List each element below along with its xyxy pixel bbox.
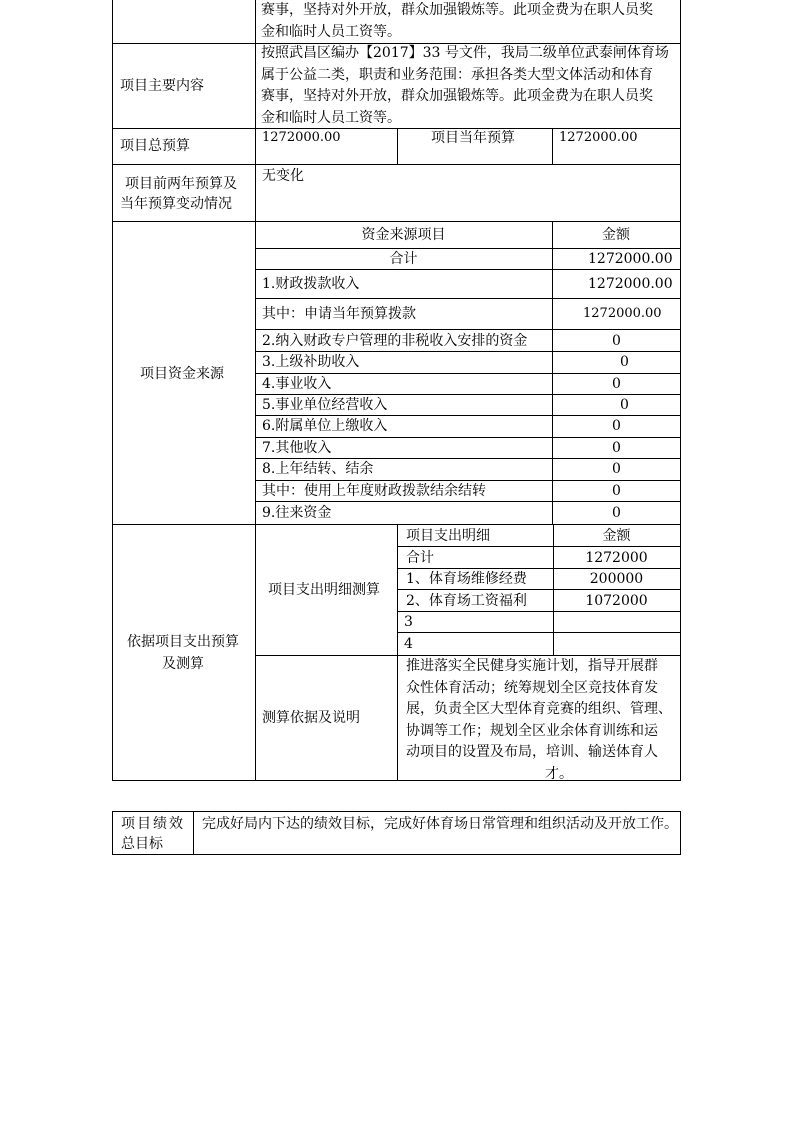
funding-row-amount: 1272000.00 xyxy=(588,251,673,267)
text-line: 协调等工作；规划全区业余体育训练和运 xyxy=(406,722,658,739)
basis-continuation-text xyxy=(261,0,677,43)
expenditure-label-line1: 依据项目支出预算 xyxy=(127,634,239,650)
funding-row-item: 9.往来资金 xyxy=(262,505,332,521)
funding-row-item: 4.事业收入 xyxy=(262,376,332,392)
text-line: 动项目的设置及布局，培训、输送体育人 xyxy=(406,744,658,760)
funding-row-amount: 0 xyxy=(612,483,621,499)
funding-label: 项目资金来源 xyxy=(140,366,224,382)
basis-text xyxy=(406,656,677,785)
expenditure-detail-label: 项目支出明细测算 xyxy=(268,582,380,598)
basis-label: 测算依据及说明 xyxy=(262,710,360,726)
performance-label-line2: 总目标 xyxy=(121,836,163,852)
funding-header-amount: 金额 xyxy=(602,227,630,243)
total-budget-value: 1272000.00 xyxy=(262,130,341,145)
funding-row-amount: 0 xyxy=(612,333,621,349)
funding-row-item: 5.事业单位经营收入 xyxy=(262,397,388,413)
expenditure-header-amount: 金额 xyxy=(602,528,631,544)
funding-row-amount: 0 xyxy=(612,440,621,456)
funding-row-item: 6.附属单位上缴收入 xyxy=(262,418,388,434)
total-budget-label: 项目总预算 xyxy=(120,138,190,154)
funding-row-item: 7.其他收入 xyxy=(262,440,332,456)
funding-row-item: 3.上级补助收入 xyxy=(262,354,360,370)
funding-row-item: 其中：使用上年度财政拨款结余结转 xyxy=(262,483,486,499)
current-budget-label: 项目当年预算 xyxy=(431,130,515,146)
main-content-label: 项目主要内容 xyxy=(120,78,204,94)
funding-row-amount: 0 xyxy=(620,354,629,370)
funding-row-item: 其中：申请当年预算拨款 xyxy=(262,306,416,322)
text-line: 展，负责全区大型体育竞赛的组织、管理、 xyxy=(406,701,672,717)
performance-value: 完成好局内下达的绩效目标，完成好体育场日常管理和组织活动及开放工作。 xyxy=(202,816,678,832)
funding-row-item: 1.财政拨款收入 xyxy=(262,276,360,292)
current-budget-value: 1272000.00 xyxy=(559,130,638,145)
text-line: 才。 xyxy=(545,765,573,782)
text-line: 推进落实全民健身实施计划，指导开展群 xyxy=(406,658,658,674)
funding-row-amount: 0 xyxy=(612,461,621,477)
expenditure-row-item: 3 xyxy=(404,614,413,630)
text-line: 属于公益二类，职责和业务范围：承担各类大型文体活动和体育 xyxy=(261,66,653,83)
expenditure-row-item: 合计 xyxy=(406,550,434,566)
text-line: 众性体育活动；统筹规划全区竞技体育发 xyxy=(406,679,658,696)
text-line: 金和临时人员工资等。 xyxy=(261,23,401,40)
text-line: 金和临时人员工资等。 xyxy=(261,109,401,126)
expenditure-row-item: 1、体育场维修经费 xyxy=(406,571,527,587)
funding-row-amount: 0 xyxy=(612,418,621,434)
funding-row-item: 8.上年结转、结余 xyxy=(262,461,374,477)
expenditure-header-item: 项目支出明细 xyxy=(406,528,490,544)
expenditure-row-amount: 1272000 xyxy=(585,550,648,566)
expenditure-row-item: 4 xyxy=(404,636,413,652)
funding-row-item: 2.纳入财政专户管理的非税收入安排的资金 xyxy=(262,333,528,349)
funding-row-item: 合计 xyxy=(389,251,418,267)
expenditure-row-amount: 200000 xyxy=(589,571,644,587)
expenditure-row-amount: 1072000 xyxy=(585,593,648,609)
text-line: 赛事，坚持对外开放，群众加强锻炼等。此项金费为在职人员奖 xyxy=(261,88,653,104)
main-content-text xyxy=(261,43,677,129)
performance-label-line1: 项目绩效 xyxy=(121,816,185,832)
funding-row-amount: 0 xyxy=(612,376,621,392)
funding-row-amount: 1272000.00 xyxy=(583,306,662,321)
funding-row-amount: 0 xyxy=(612,505,621,521)
text-line: 赛事，坚持对外开放，群众加强锻炼等。此项金费为在职人员奖 xyxy=(261,2,653,18)
change-label-line1: 项目前两年预算及 xyxy=(125,176,237,192)
funding-header-item: 资金来源项目 xyxy=(361,227,446,243)
change-value: 无变化 xyxy=(262,168,304,184)
funding-row-amount: 1272000.00 xyxy=(588,276,673,292)
change-label-line2: 当年预算变动情况 xyxy=(120,196,232,212)
expenditure-row-item: 2、体育场工资福利 xyxy=(406,593,527,609)
text-line: 按照武昌区编办【2017】33 号文件，我局二级单位武泰闸体育场 xyxy=(261,45,669,61)
expenditure-label-line2: 及测算 xyxy=(162,656,204,672)
funding-row-amount: 0 xyxy=(620,397,629,413)
